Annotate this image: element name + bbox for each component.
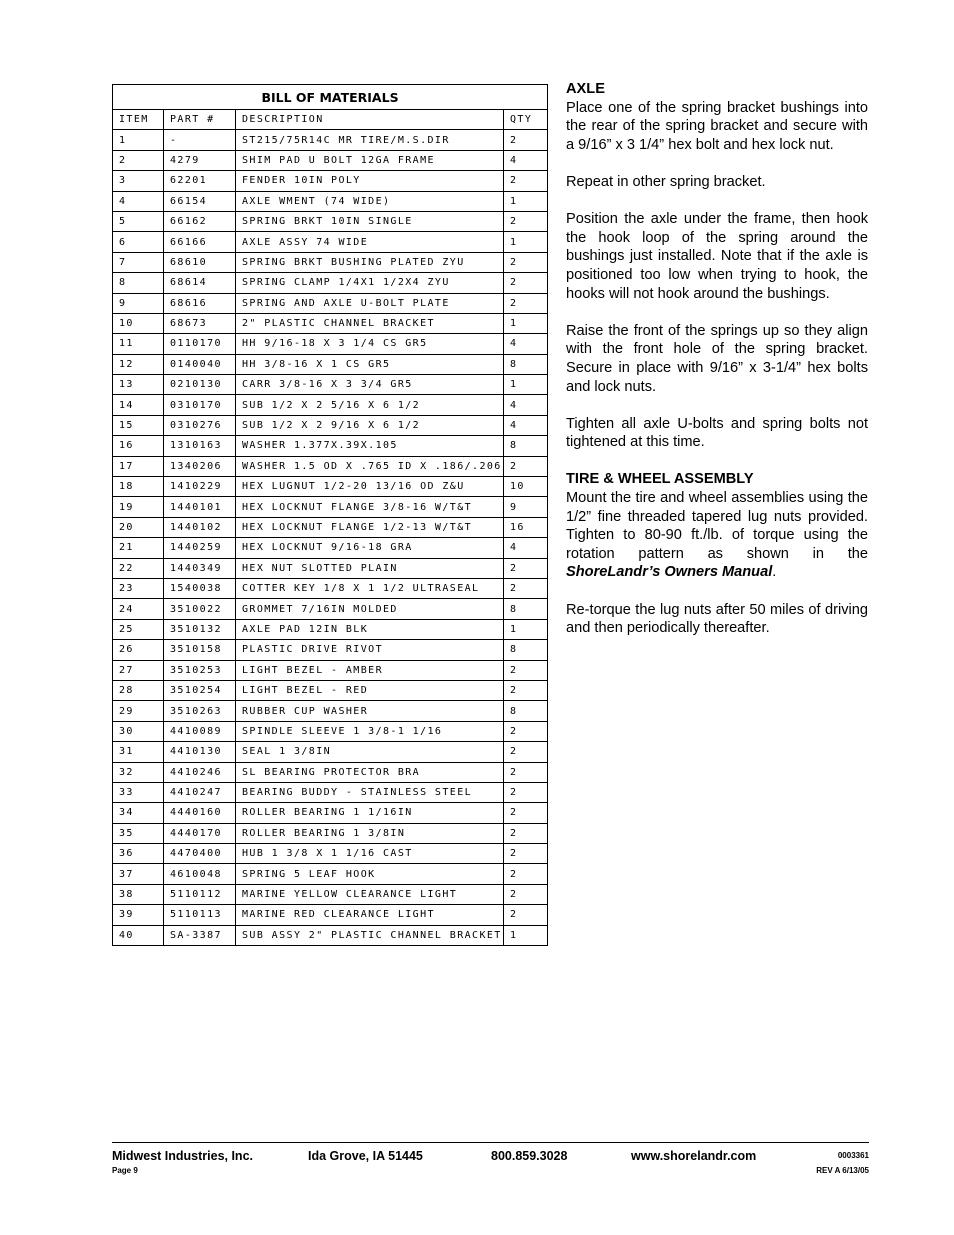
cell-item: 5 [113,211,164,231]
cell-item: 12 [113,354,164,374]
cell-qty: 2 [504,721,548,741]
table-row [113,578,548,598]
cell-description: 2" PLASTIC CHANNEL BRACKET [236,313,504,333]
table-row [113,803,548,823]
cell-description: HEX LUGNUT 1/2-20 13/16 OD Z&U [236,477,504,497]
table-row [113,375,548,395]
cell-part-number: 68614 [164,273,236,293]
cell-part-number: 1410229 [164,477,236,497]
cell-item: 22 [113,558,164,578]
cell-part-number: 66162 [164,211,236,231]
cell-qty: 8 [504,354,548,374]
table-row [113,273,548,293]
cell-qty: 4 [504,395,548,415]
footer-revision: REV A 6/13/05 [816,1166,869,1175]
cell-description: SUB 1/2 X 2 9/16 X 6 1/2 [236,415,504,435]
cell-description: HEX NUT SLOTTED PLAIN [236,558,504,578]
table-row [113,130,548,150]
cell-item: 1 [113,130,164,150]
cell-qty: 1 [504,619,548,639]
cell-part-number: - [164,130,236,150]
bom-title-row [113,85,548,110]
cell-description: WASHER 1.377X.39X.105 [236,436,504,456]
cell-part-number: 0110170 [164,334,236,354]
cell-description: MARINE RED CLEARANCE LIGHT [236,905,504,925]
cell-item: 28 [113,680,164,700]
cell-part-number: 68673 [164,313,236,333]
cell-qty: 2 [504,844,548,864]
table-row [113,782,548,802]
table-row [113,823,548,843]
cell-part-number: 3510158 [164,640,236,660]
cell-description: HEX LOCKNUT FLANGE 3/8-16 W/T&T [236,497,504,517]
cell-description: SPINDLE SLEEVE 1 3/8-1 1/16 [236,721,504,741]
cell-qty: 8 [504,436,548,456]
cell-item: 6 [113,232,164,252]
cell-description: RUBBER CUP WASHER [236,701,504,721]
cell-part-number: 1540038 [164,578,236,598]
cell-qty: 2 [504,823,548,843]
table-row [113,395,548,415]
cell-qty: 2 [504,660,548,680]
table-row [113,762,548,782]
column-header-description: DESCRIPTION [236,110,504,130]
cell-item: 36 [113,844,164,864]
cell-item: 18 [113,477,164,497]
cell-qty: 16 [504,517,548,537]
cell-qty: 2 [504,884,548,904]
cell-description: LIGHT BEZEL - AMBER [236,660,504,680]
cell-qty: 2 [504,762,548,782]
table-row [113,925,548,945]
cell-description: HEX LOCKNUT FLANGE 1/2-13 W/T&T [236,517,504,537]
table-row [113,354,548,374]
cell-qty: 10 [504,477,548,497]
cell-description: HH 9/16-18 X 3 1/4 CS GR5 [236,334,504,354]
cell-part-number: 4610048 [164,864,236,884]
cell-item: 20 [113,517,164,537]
cell-description: SUB ASSY 2" PLASTIC CHANNEL BRACKET [236,925,504,945]
cell-item: 15 [113,415,164,435]
cell-part-number: 1340206 [164,456,236,476]
cell-part-number: 4279 [164,150,236,170]
cell-qty: 8 [504,701,548,721]
cell-item: 23 [113,578,164,598]
cell-item: 17 [113,456,164,476]
cell-part-number: 5110113 [164,905,236,925]
cell-qty: 2 [504,578,548,598]
cell-description: SPRING BRKT BUSHING PLATED ZYU [236,252,504,272]
cell-qty: 2 [504,252,548,272]
cell-qty: 1 [504,191,548,211]
axle-heading: AXLE [566,81,605,97]
cell-part-number: 4440170 [164,823,236,843]
table-row [113,436,548,456]
cell-description: COTTER KEY 1/8 X 1 1/2 ULTRASEAL [236,578,504,598]
table-row [113,844,548,864]
table-row [113,680,548,700]
cell-description: SPRING AND AXLE U-BOLT PLATE [236,293,504,313]
cell-part-number: 3510263 [164,701,236,721]
cell-qty: 2 [504,782,548,802]
cell-part-number: 4410089 [164,721,236,741]
cell-item: 25 [113,619,164,639]
bill-of-materials-table [112,84,548,946]
cell-description: SPRING CLAMP 1/4X1 1/2X4 ZYU [236,273,504,293]
cell-qty: 4 [504,150,548,170]
cell-item: 29 [113,701,164,721]
table-row [113,742,548,762]
cell-qty: 8 [504,599,548,619]
cell-item: 2 [113,150,164,170]
cell-part-number: 1440349 [164,558,236,578]
table-row [113,619,548,639]
cell-qty: 2 [504,130,548,150]
cell-description: WASHER 1.5 OD X .765 ID X .186/.206 [236,456,504,476]
cell-part-number: 3510254 [164,680,236,700]
cell-item: 19 [113,497,164,517]
cell-part-number: 1440102 [164,517,236,537]
cell-part-number: 0310276 [164,415,236,435]
cell-description: ROLLER BEARING 1 3/8IN [236,823,504,843]
cell-item: 3 [113,171,164,191]
cell-part-number: 62201 [164,171,236,191]
cell-part-number: 4410247 [164,782,236,802]
cell-description: LIGHT BEZEL - RED [236,680,504,700]
cell-description: SPRING 5 LEAF HOOK [236,864,504,884]
table-row [113,191,548,211]
tire-paragraph-1 [566,489,868,582]
cell-part-number: 4470400 [164,844,236,864]
cell-part-number: SA-3387 [164,925,236,945]
cell-description: PLASTIC DRIVE RIVOT [236,640,504,660]
table-row [113,171,548,191]
table-row [113,232,548,252]
table-row [113,599,548,619]
cell-part-number: 4440160 [164,803,236,823]
cell-item: 8 [113,273,164,293]
cell-description: SHIM PAD U BOLT 12GA FRAME [236,150,504,170]
cell-item: 30 [113,721,164,741]
cell-item: 16 [113,436,164,456]
cell-qty: 4 [504,415,548,435]
cell-qty: 2 [504,803,548,823]
cell-description: FENDER 10IN POLY [236,171,504,191]
cell-item: 21 [113,538,164,558]
axle-paragraph-4: Raise the front of the springs up so they align with the front hole of the spring bracket. Secure in place with 9/16” x 3-1/4” hex bolts and lock nuts. [566,322,868,395]
cell-part-number: 3510132 [164,619,236,639]
footer-city: Ida Grove, IA 51445 [308,1149,423,1163]
cell-qty: 2 [504,273,548,293]
cell-qty: 8 [504,640,548,660]
table-row [113,313,548,333]
cell-description: CARR 3/8-16 X 3 3/4 GR5 [236,375,504,395]
instructions-column [566,80,868,638]
cell-qty: 1 [504,232,548,252]
cell-qty: 2 [504,742,548,762]
tire-paragraph-1-text: Mount the tire and wheel assemblies using the 1/2” fine threaded tapered lug nuts provided. Tighten to 80-90 ft./lb. of torque using the rotation pattern as shown in the [566,490,868,562]
bom-body [113,130,548,946]
cell-description: SEAL 1 3/8IN [236,742,504,762]
table-row [113,558,548,578]
cell-item: 7 [113,252,164,272]
cell-qty: 2 [504,558,548,578]
cell-item: 24 [113,599,164,619]
cell-description: HEX LOCKNUT 9/16-18 GRA [236,538,504,558]
cell-description: ST215/75R14C MR TIRE/M.S.DIR [236,130,504,150]
table-row [113,252,548,272]
cell-qty: 1 [504,375,548,395]
cell-description: MARINE YELLOW CLEARANCE LIGHT [236,884,504,904]
cell-qty: 4 [504,538,548,558]
tire-paragraph-1-end: . [772,564,777,581]
cell-qty: 2 [504,171,548,191]
cell-item: 14 [113,395,164,415]
cell-part-number: 3510253 [164,660,236,680]
bom-header-row [113,110,548,130]
footer-phone: 800.859.3028 [491,1149,568,1163]
table-row [113,864,548,884]
table-row [113,640,548,660]
cell-description: GROMMET 7/16IN MOLDED [236,599,504,619]
cell-qty: 1 [504,313,548,333]
axle-paragraph-1: Place one of the spring bracket bushings into the rear of the spring bracket and secure with a 9/16” x 3 1/4” hex bolt and hex lock nut. [566,99,868,153]
cell-part-number: 1440101 [164,497,236,517]
table-row [113,477,548,497]
table-row [113,517,548,537]
cell-part-number: 4410130 [164,742,236,762]
axle-paragraph-3: Position the axle under the frame, then hook the hook loop of the spring around the bushings just installed. Note that if the axle is positioned too low when trying to hook, the hooks will not hook around the bushings. [566,211,868,302]
cell-description: SL BEARING PROTECTOR BRA [236,762,504,782]
cell-qty: 2 [504,680,548,700]
cell-part-number: 1440259 [164,538,236,558]
table-row [113,293,548,313]
cell-description: AXLE WMENT (74 WIDE) [236,191,504,211]
cell-qty: 2 [504,864,548,884]
cell-part-number: 68610 [164,252,236,272]
footer-website: www.shorelandr.com [631,1149,757,1163]
column-header-qty: QTY [504,110,548,130]
cell-item: 37 [113,864,164,884]
table-row [113,415,548,435]
cell-item: 33 [113,782,164,802]
cell-part-number: 4410246 [164,762,236,782]
owners-manual-reference: ShoreLandr’s Owners Manual [566,564,773,581]
tire-paragraph-2: Re-torque the lug nuts after 50 miles of driving and then periodically thereafter. [566,601,868,637]
cell-description: HH 3/8-16 X 1 CS GR5 [236,354,504,374]
column-header-part: PART # [164,110,236,130]
axle-paragraph-2: Repeat in other spring bracket. [566,173,766,190]
footer-doc-number: 0003361 [837,1151,869,1160]
cell-item: 26 [113,640,164,660]
cell-qty: 2 [504,456,548,476]
table-row [113,905,548,925]
cell-qty: 2 [504,293,548,313]
cell-part-number: 3510022 [164,599,236,619]
cell-description: HUB 1 3/8 X 1 1/16 CAST [236,844,504,864]
table-row [113,211,548,231]
cell-qty: 2 [504,211,548,231]
cell-part-number: 1310163 [164,436,236,456]
cell-part-number: 0140040 [164,354,236,374]
cell-description: AXLE PAD 12IN BLK [236,619,504,639]
cell-item: 27 [113,660,164,680]
cell-item: 4 [113,191,164,211]
cell-item: 31 [113,742,164,762]
cell-item: 32 [113,762,164,782]
cell-qty: 9 [504,497,548,517]
cell-part-number: 0310170 [164,395,236,415]
cell-description: AXLE ASSY 74 WIDE [236,232,504,252]
cell-part-number: 66154 [164,191,236,211]
footer-page-number: Page 9 [112,1166,138,1175]
cell-item: 38 [113,884,164,904]
cell-item: 11 [113,334,164,354]
cell-part-number: 66166 [164,232,236,252]
table-row [113,660,548,680]
table-row [113,884,548,904]
cell-part-number: 68616 [164,293,236,313]
table-row [113,538,548,558]
cell-item: 34 [113,803,164,823]
cell-item: 40 [113,925,164,945]
cell-item: 39 [113,905,164,925]
table-row [113,701,548,721]
table-row [113,456,548,476]
cell-description: SPRING BRKT 10IN SINGLE [236,211,504,231]
cell-part-number: 0210130 [164,375,236,395]
footer-company: Midwest Industries, Inc. [112,1149,253,1163]
cell-part-number: 5110112 [164,884,236,904]
table-row [113,497,548,517]
cell-description: BEARING BUDDY - STAINLESS STEEL [236,782,504,802]
cell-item: 35 [113,823,164,843]
table-row [113,150,548,170]
table-row [113,334,548,354]
cell-item: 9 [113,293,164,313]
bom-title: BILL OF MATERIALS [113,85,548,110]
cell-item: 13 [113,375,164,395]
axle-paragraph-5: Tighten all axle U-bolts and spring bolts not tightened at this time. [566,415,868,451]
cell-item: 10 [113,313,164,333]
cell-description: SUB 1/2 X 2 5/16 X 6 1/2 [236,395,504,415]
page-footer [112,1142,869,1183]
tire-wheel-heading: TIRE & WHEEL ASSEMBLY [566,471,754,488]
table-row [113,721,548,741]
cell-qty: 1 [504,925,548,945]
cell-qty: 4 [504,334,548,354]
cell-description: ROLLER BEARING 1 1/16IN [236,803,504,823]
cell-qty: 2 [504,905,548,925]
column-header-item: ITEM [113,110,164,130]
